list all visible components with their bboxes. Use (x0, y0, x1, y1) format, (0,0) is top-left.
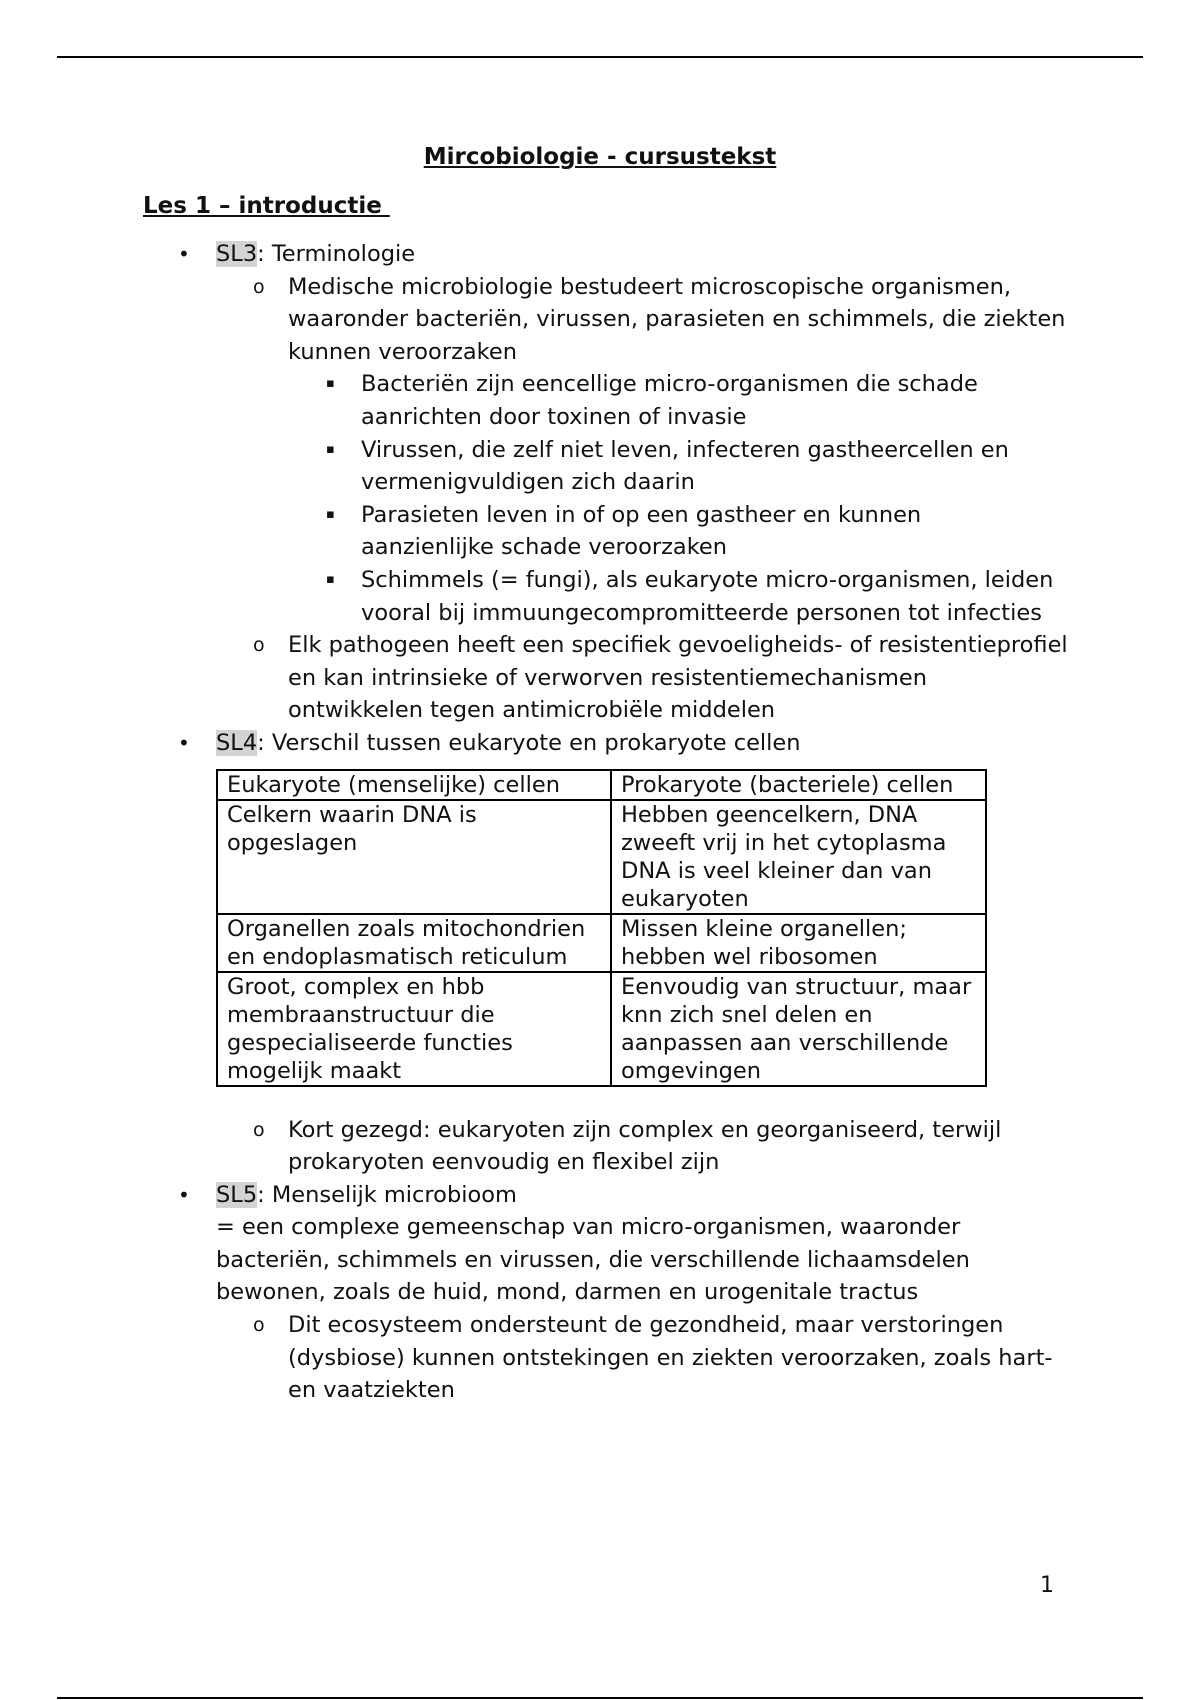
list-item-text: Dit ecosysteem ondersteunt de gezondheid, maar verstoringen (dysbiose) kunnen ontstekingen en ziekten veroorzaken, zoals hart- en vaatziekten (288, 1312, 1053, 1404)
section-sl3 (0, 238, 1200, 271)
table-header-cell: Eukaryote (menselijke) cellen (217, 770, 611, 800)
slide-tag-highlight: SL3 (216, 241, 258, 267)
list-subitem (0, 564, 1200, 629)
table-cell: Missen kleine organellen; hebben wel ribosomen (611, 914, 986, 972)
table-row (217, 800, 986, 914)
list-subitem-text: Parasieten leven in of op een gastheer en kunnen aanzienlijke schade veroorzaken (361, 501, 922, 561)
table-cell: Groot, complex en hbb membraanstructuur die gespecialiseerde functies mogelijk maakt (217, 972, 611, 1086)
definition-paragraph: = een complexe gemeenschap van micro-organismen, waaronder bacteriën, schimmels en virussen, die verschillende lichaamsdelen bewonen, zoals de huid, mond, darmen en urogenitale tractus (216, 1214, 970, 1306)
table-cell: Eenvoudig van structuur, maar knn zich snel delen en aanpassen aan verschillende omgevingen (611, 972, 986, 1086)
section-heading (216, 727, 1046, 760)
square-bullet-icon: ▪ (326, 441, 335, 457)
list-item-text: Kort gezegd: eukaryoten zijn complex en georganiseerd, terwijl prokaryoten eenvoudig en flexibel zijn (288, 1116, 1002, 1176)
table-header-row (217, 770, 986, 800)
circle-bullet-icon: o (253, 1118, 265, 1141)
table-header-cell: Prokaryote (bacteriele) cellen (611, 770, 986, 800)
list-subitem-text: Virussen, die zelf niet leven, infecteren gastheercellen en vermenigvuldigen zich daarin (361, 436, 1009, 496)
circle-bullet-icon: o (253, 1314, 265, 1337)
table-cell: Celkern waarin DNA is opgeslagen (217, 800, 611, 914)
list-subitem-text: Schimmels (= fungi), als eukaryote micro-organismen, leiden vooral bij immuungecompromitteerde personen tot infecties (361, 566, 1054, 626)
bullet-icon: • (178, 1182, 190, 1207)
slide-tag-highlight: SL4 (216, 729, 258, 756)
list-item-text: Medische microbiologie bestudeert microscopische organismen, waaronder bacteriën, virussen, parasieten en schimmels, die ziekten kunnen veroorzaken (288, 273, 1066, 365)
square-bullet-icon: ▪ (326, 376, 335, 392)
list-item (0, 1114, 1200, 1179)
bullet-icon: • (178, 242, 190, 266)
page-number: 1 (1040, 1573, 1054, 1598)
list-subitem (0, 434, 1200, 499)
section-heading (216, 238, 1046, 271)
table-row (217, 972, 986, 1086)
bullet-icon: • (178, 730, 190, 755)
square-bullet-icon: ▪ (326, 506, 335, 522)
table-row (217, 914, 986, 972)
document-body (0, 238, 1200, 1407)
circle-bullet-icon: o (253, 634, 265, 657)
section-heading-text: : Verschil tussen eukaryote en prokaryote cellen (257, 729, 801, 756)
list-item (0, 271, 1200, 369)
table-cell: Hebben geencelkern, DNA zweeft vrij in het cytoplasma DNA is veel kleiner dan van eukaryoten (611, 800, 986, 914)
slide-tag-highlight: SL5 (216, 1181, 258, 1208)
list-subitem (0, 499, 1200, 564)
table-cell: Organellen zoals mitochondrien en endoplasmatisch reticulum (217, 914, 611, 972)
section-heading-text: : Menselijk microbioom (257, 1181, 517, 1208)
lesson-title: Les 1 – introductie (143, 193, 390, 219)
list-item (0, 1309, 1200, 1407)
list-subitem-text: Bacteriën zijn eencellige micro-organismen die schade aanrichten door toxinen of invasie (361, 371, 978, 430)
list-item-text: Elk pathogeen heeft een specifiek gevoeligheids- of resistentieprofiel en kan intrinsieke of verworven resistentiemechanismen ontwikkelen tegen antimicrobiële middelen (288, 632, 1068, 724)
section-sl4 (0, 727, 1200, 760)
document-title: Mircobiologie - cursustekst (423, 144, 777, 170)
list-item (0, 629, 1200, 727)
footer-rule (57, 1697, 1143, 1699)
comparison-table (216, 769, 987, 1087)
list-subitem (0, 368, 1200, 433)
section-heading (216, 1179, 1046, 1212)
section-heading-text: : Terminologie (257, 241, 416, 267)
circle-bullet-icon: o (253, 275, 265, 298)
section-sl5 (0, 1179, 1200, 1212)
square-bullet-icon: ▪ (326, 571, 335, 587)
